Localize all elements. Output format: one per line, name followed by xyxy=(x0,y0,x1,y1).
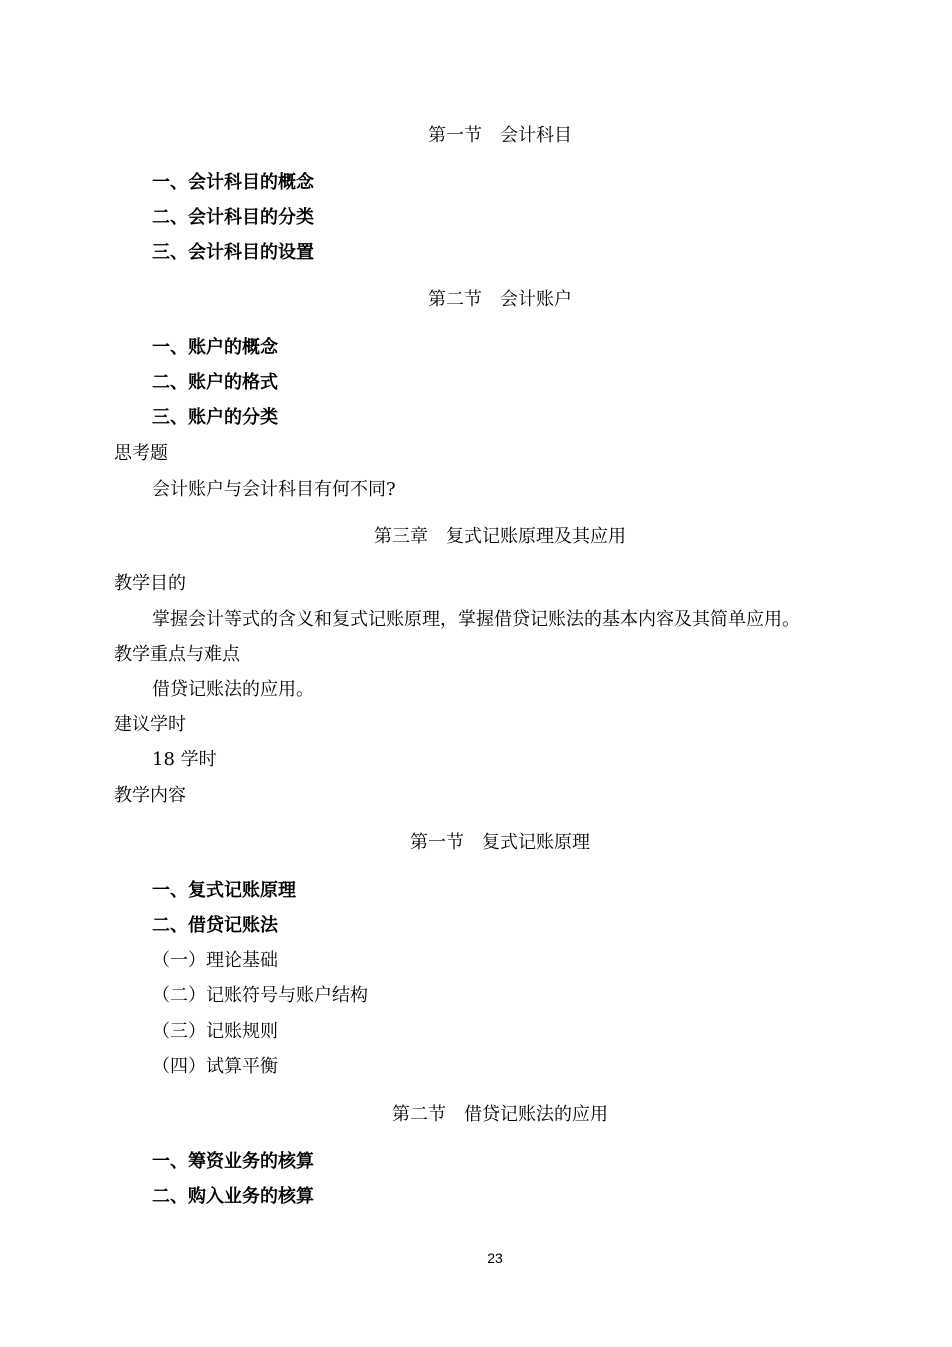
heading-item: 三、账户的分类 xyxy=(152,407,278,428)
section-title: 第二节 会计账户 xyxy=(428,289,572,310)
section-title: 第二节 借贷记账法的应用 xyxy=(392,1104,608,1125)
chapter-title: 第三章 复式记账原理及其应用 xyxy=(374,526,626,547)
heading-item: 三、会计科目的设置 xyxy=(152,242,314,263)
heading-item: 一、筹资业务的核算 xyxy=(152,1151,314,1172)
aim-heading: 教学目的 xyxy=(114,573,186,594)
key-text: 借贷记账法的应用。 xyxy=(152,679,314,700)
heading-item: 二、借贷记账法 xyxy=(152,915,278,936)
heading-item: 二、账户的格式 xyxy=(152,372,278,393)
sub-item: （四）试算平衡 xyxy=(152,1056,278,1077)
sub-item: （三）记账规则 xyxy=(152,1021,278,1042)
key-heading: 教学重点与难点 xyxy=(114,644,240,665)
heading-item: 一、账户的概念 xyxy=(152,337,278,358)
aim-text: 掌握会计等式的含义和复式记账原理，掌握借贷记账法的基本内容及其简单应用。 xyxy=(152,609,800,630)
sub-item: （一）理论基础 xyxy=(152,950,278,971)
think-question: 会计账户与会计科目有何不同? xyxy=(152,479,396,500)
section-title: 第一节 复式记账原理 xyxy=(410,832,590,853)
page-number: 23 xyxy=(487,1250,503,1266)
hours-text: 18 学时 xyxy=(152,749,217,770)
sub-item: （二）记账符号与账户结构 xyxy=(152,985,368,1006)
hours-heading: 建议学时 xyxy=(114,714,186,735)
content-heading: 教学内容 xyxy=(114,785,186,806)
heading-item: 二、会计科目的分类 xyxy=(152,207,314,228)
think-heading: 思考题 xyxy=(114,443,168,464)
heading-item: 二、购入业务的核算 xyxy=(152,1186,314,1207)
heading-item: 一、复式记账原理 xyxy=(152,880,296,901)
heading-item: 一、会计科目的概念 xyxy=(152,172,314,193)
section-title: 第一节 会计科目 xyxy=(428,125,572,146)
